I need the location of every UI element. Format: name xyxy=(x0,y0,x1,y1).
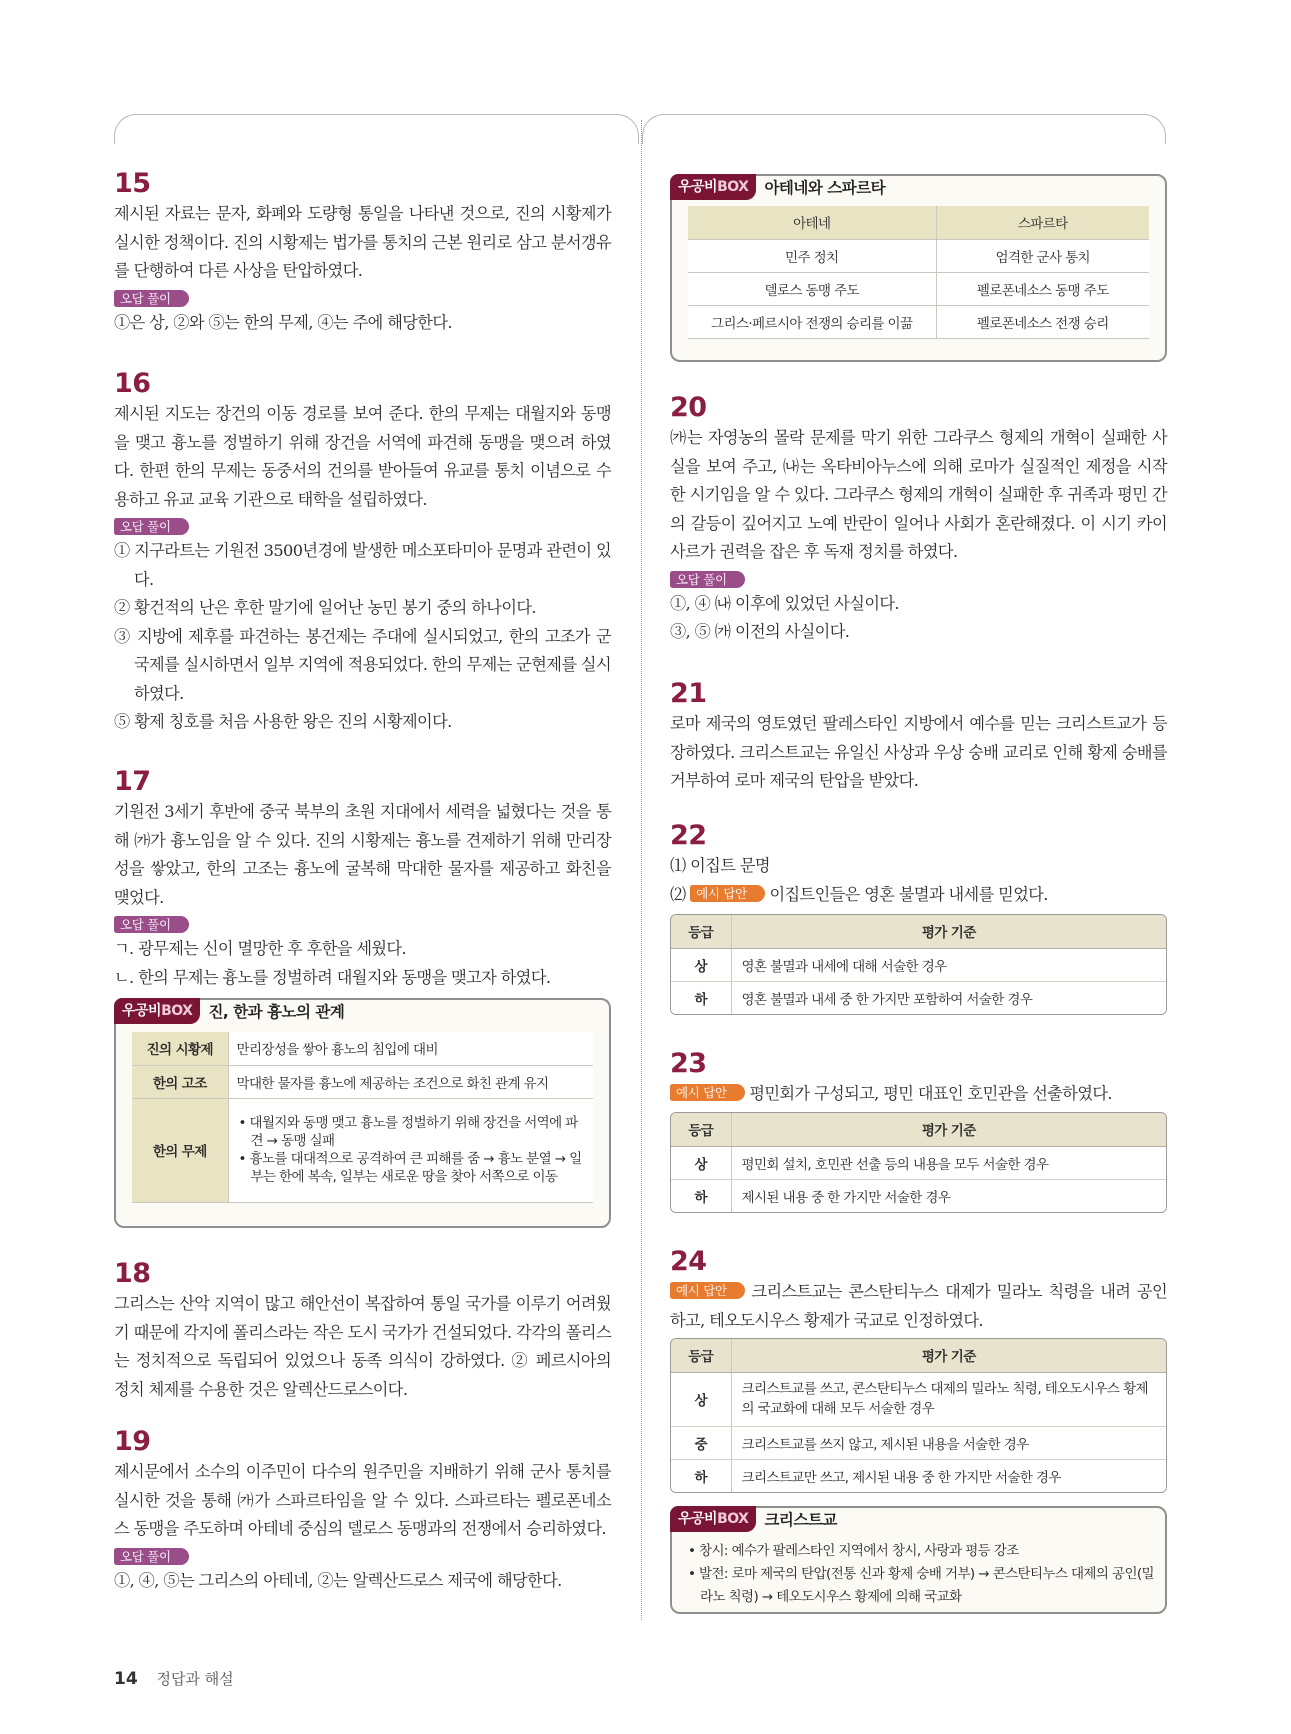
wrong-answer-item: ③, ⑤ ㈎ 이전의 사실이다. xyxy=(670,622,850,641)
question-17 xyxy=(114,766,611,992)
table-header-row xyxy=(671,1339,1166,1372)
answer-text: ㈎는 자영농의 몰락 문제를 막기 위한 그라쿠스 형제의 개혁이 실패한 사실을 보여 주고, ㈏는 옥타비아누스에 의해 로마가 실질적인 제정을 시작한 시기임을 알 수 있다. 그라쿠스 형제의 개혁이 실패한 후 귀족과 평민 간의 갈등이 깊어지고 노예 반란이 일어나 사회가 혼란해졌다. 이 시기 카이사르가 권력을 잡은 후 독재 정치를 하였다. xyxy=(670,428,1167,561)
table-cell: 펠로폰네소스 전쟁 승리 xyxy=(936,305,1149,338)
row-header: 한의 무제 xyxy=(132,1098,228,1202)
wrong-answer-item: ② 황건적의 난은 후한 말기에 일어난 농민 봉기 중의 하나이다. xyxy=(114,598,536,617)
column-header: 등급 xyxy=(671,1339,731,1372)
wrong-answer-item: ① 지구라트는 기원전 3500년경에 발생한 메소포타미아 문명과 관련이 있다. xyxy=(114,541,611,589)
question-number: 16 xyxy=(114,368,151,399)
question-number: 17 xyxy=(114,766,151,797)
table-row: 상 평민회 설치, 호민관 선출 등의 내용을 모두 서술한 경우 xyxy=(671,1146,1166,1179)
table-row xyxy=(688,305,1149,338)
question-23 xyxy=(670,1048,1167,1109)
table-row: 하 크리스트교만 쓰고, 제시된 내용 중 한 가지만 서술한 경우 xyxy=(671,1459,1166,1492)
table-cell: 만리장성을 쌓아 흉노의 침입에 대비 xyxy=(228,1032,593,1065)
page-footer xyxy=(114,1668,234,1689)
evaluation-table-24 xyxy=(670,1338,1167,1493)
box-badge: 우공비BOX xyxy=(114,998,200,1024)
question-22 xyxy=(670,820,1167,909)
answer-line: ⑴ 이집트 문명 xyxy=(670,856,770,875)
box-content: • 창시: 예수가 팔레스타인 지역에서 창시, 사랑과 평등 강조 • 발전: 로마 제국의 탄압(전통 신과 황제 숭배 거부) → 콘스탄티누스 대제의 공인(밀라노 칙령) → 테오도시우스 황제에 의해 국교화 xyxy=(688,1543,1154,1605)
comparison-table xyxy=(688,206,1149,339)
question-18 xyxy=(114,1258,611,1404)
answer-text: 로마 제국의 영토였던 팔레스타인 지방에서 예수를 믿는 크리스트교가 등장하였다. 크리스트교는 유일신 사상과 우상 숭배 교리로 인해 황제 숭배를 거부하여 로마 제국의 탄압을 받았다. xyxy=(670,714,1167,790)
wrong-answer-item: ㄱ. 광무제는 신이 멸망한 후 후한을 세웠다. xyxy=(114,939,406,958)
wrong-answer-tag: 오답 풀이 xyxy=(670,571,745,588)
frame-top-left xyxy=(114,114,639,144)
evaluation-table-22 xyxy=(670,914,1167,1015)
question-number: 15 xyxy=(114,168,151,199)
page-number: 14 xyxy=(114,1669,138,1689)
answer-text: 기원전 3세기 후반에 중국 북부의 초원 지대에서 세력을 넓혔다는 것을 통해 ㈎가 흉노임을 알 수 있다. 진의 시황제는 흉노를 견제하기 위해 만리장성을 쌓았고, 한의 고조는 흉노에 굴복해 막대한 물자를 제공하고 화친을 맺었다. xyxy=(114,802,611,907)
column-header: 평가 기준 xyxy=(731,915,1166,948)
wrong-answer-tag: 오답 풀이 xyxy=(114,518,189,535)
sample-answer-tag: 예시 답안 xyxy=(690,885,765,902)
table-row: 하 영혼 불멸과 내세 중 한 가지만 포함하여 서술한 경우 xyxy=(671,981,1166,1014)
question-number: 18 xyxy=(114,1258,151,1289)
table-cell: 펠로폰네소스 동맹 주도 xyxy=(936,272,1149,305)
answer-line: 예시 답안 평민회가 구성되고, 평민 대표인 호민관을 선출하였다. xyxy=(670,1080,1167,1109)
wrong-answer-item: ①, ④ ㈏ 이후에 있었던 사실이다. xyxy=(670,593,899,613)
table-row: 상 영혼 불멸과 내세에 대해 서술한 경우 xyxy=(671,948,1166,981)
column-header: 평가 기준 xyxy=(731,1113,1166,1146)
table-cell: 민주 정치 xyxy=(688,239,936,272)
answer-text: 그리스는 산악 지역이 많고 해안선이 복잡하여 통일 국가를 이루기 어려웠기 때문에 각지에 폴리스라는 작은 도시 국가가 건설되었다. 각각의 폴리스는 정치적으로 독립되어 있었으나 동족 의식이 강하였다. ② 페르시아의 정치 체제를 수용한 것은 알렉산드로스이다. xyxy=(114,1294,611,1399)
table-row xyxy=(132,1032,593,1065)
row-header: 한의 고조 xyxy=(132,1065,228,1098)
question-19 xyxy=(114,1426,611,1595)
answer-text: 제시문에서 소수의 이주민이 다수의 원주민을 지배하기 위해 군사 통치를 실시한 것을 통해 ㈎가 스파르타임을 알 수 있다. 스파르타는 펠로폰네소스 동맹을 주도하며 아테네 중심의 델로스 동맹과의 전쟁에서 승리하였다. xyxy=(114,1462,611,1538)
table-cell: 델로스 동맹 주도 xyxy=(688,272,936,305)
question-number: 20 xyxy=(670,392,707,423)
answer-line: ⑵ 예시 답안 이집트인들은 영혼 불멸과 내세를 믿었다. xyxy=(670,884,1048,904)
wrong-answer-tag: 오답 풀이 xyxy=(114,1548,189,1565)
table-cell: 그리스·페르시아 전쟁의 승리를 이끎 xyxy=(688,305,936,338)
table-cell: 엄격한 군사 통치 xyxy=(936,239,1149,272)
table-row: 상 크리스트교를 쓰고, 콘스탄티누스 대제의 밀라노 칙령, 테오도시우스 황제의 국교화에 대해 모두 서술한 경우 xyxy=(671,1372,1166,1426)
question-number: 21 xyxy=(670,678,707,709)
question-number: 22 xyxy=(670,820,707,851)
question-number: 19 xyxy=(114,1426,151,1457)
question-16 xyxy=(114,368,611,737)
wrong-answer-item: ③ 지방에 제후를 파견하는 봉건제는 주대에 실시되었고, 한의 고조가 군국제를 실시하면서 일부 지역에 적용되었다. 한의 무제는 군현제를 실시하였다. xyxy=(114,626,611,703)
table-cell: • 대월지와 동맹 맺고 흉노를 정벌하기 위해 장건을 서역에 파견 → 동맹 실패 • 흉노를 대대적으로 공격하여 큰 피해를 줌 → 흉노 분열 → 일부는 한에 복속, 일부는 새로운 땅을 찾아 서쪽으로 이동 xyxy=(228,1098,593,1202)
answer-line: 예시 답안 크리스트교는 콘스탄티누스 대제가 밀라노 칙령을 내려 공인하고, 테오도시우스 황제가 국교로 인정하였다. xyxy=(670,1282,1168,1330)
tip-box-christianity xyxy=(670,1506,1167,1614)
evaluation-table-23 xyxy=(670,1112,1167,1213)
wrong-answer-tag: 오답 풀이 xyxy=(114,916,189,933)
answer-text: 제시된 자료는 문자, 화폐와 도량형 통일을 나타낸 것으로, 진의 시황제가 실시한 정책이다. 진의 시황제는 법가를 통치의 근본 원리로 삼고 분서갱유를 단행하여 다른 사상을 탄압하였다. xyxy=(114,204,611,280)
table-row: 중 크리스트교를 쓰지 않고, 제시된 내용을 서술한 경우 xyxy=(671,1426,1166,1459)
column-header: 등급 xyxy=(671,915,731,948)
relation-table xyxy=(132,1032,593,1203)
wrong-answer-note: ①은 상, ②와 ⑤는 한의 무제, ④는 주에 해당한다. xyxy=(114,312,452,332)
answer-text: 제시된 지도는 장건의 이동 경로를 보여 준다. 한의 무제는 대월지와 동맹을 맺고 흉노를 정벌하기 위해 장건을 서역에 파견해 동맹을 맺으려 하였다. 한편 한의 무제는 동중서의 건의를 받아들여 유교를 통치 이념으로 수용하고 유교 교육 기관으로 태학을 설립하였다. xyxy=(114,404,611,509)
tip-box-athens-sparta xyxy=(670,174,1167,362)
footer-title: 정답과 해설 xyxy=(156,1670,234,1688)
column-divider xyxy=(641,120,642,1620)
question-24 xyxy=(670,1246,1167,1335)
question-number: 24 xyxy=(670,1246,707,1277)
question-20 xyxy=(670,392,1167,647)
table-cell: 막대한 물자를 흉노에 제공하는 조건으로 화친 관계 유지 xyxy=(228,1065,593,1098)
table-row xyxy=(132,1098,593,1202)
table-header-row xyxy=(688,206,1149,239)
column-header: 등급 xyxy=(671,1113,731,1146)
column-header: 평가 기준 xyxy=(731,1339,1166,1372)
sample-answer-tag: 예시 답안 xyxy=(670,1282,745,1299)
column-header: 아테네 xyxy=(688,206,936,239)
sample-answer-tag: 예시 답안 xyxy=(670,1084,745,1101)
table-header-row xyxy=(671,915,1166,948)
box-title: 진, 한과 흉노의 관계 xyxy=(208,1003,345,1021)
row-header: 진의 시황제 xyxy=(132,1032,228,1065)
table-header-row xyxy=(671,1113,1166,1146)
box-badge: 우공비BOX xyxy=(670,1506,756,1532)
table-row xyxy=(688,239,1149,272)
box-title: 크리스트교 xyxy=(764,1511,837,1529)
question-21 xyxy=(670,678,1167,796)
frame-top-right xyxy=(642,114,1166,144)
tip-box-xiongnu xyxy=(114,998,611,1228)
wrong-answer-item: ㄴ. 한의 무제는 흉노를 정벌하려 대월지와 동맹을 맺고자 하였다. xyxy=(114,967,551,987)
column-header: 스파르타 xyxy=(936,206,1149,239)
box-badge: 우공비BOX xyxy=(670,174,756,200)
table-row: 하 제시된 내용 중 한 가지만 서술한 경우 xyxy=(671,1179,1166,1212)
question-15 xyxy=(114,168,611,337)
wrong-answer-item: ⑤ 황제 칭호를 처음 사용한 왕은 진의 시황제이다. xyxy=(114,712,452,731)
box-title: 아테네와 스파르타 xyxy=(764,179,886,197)
question-number: 23 xyxy=(670,1048,707,1079)
wrong-answer-tag: 오답 풀이 xyxy=(114,290,189,307)
table-row xyxy=(688,272,1149,305)
wrong-answer-note: ①, ④, ⑤는 그리스의 아테네, ②는 알렉산드로스 제국에 해당한다. xyxy=(114,1570,562,1590)
table-row xyxy=(132,1065,593,1098)
